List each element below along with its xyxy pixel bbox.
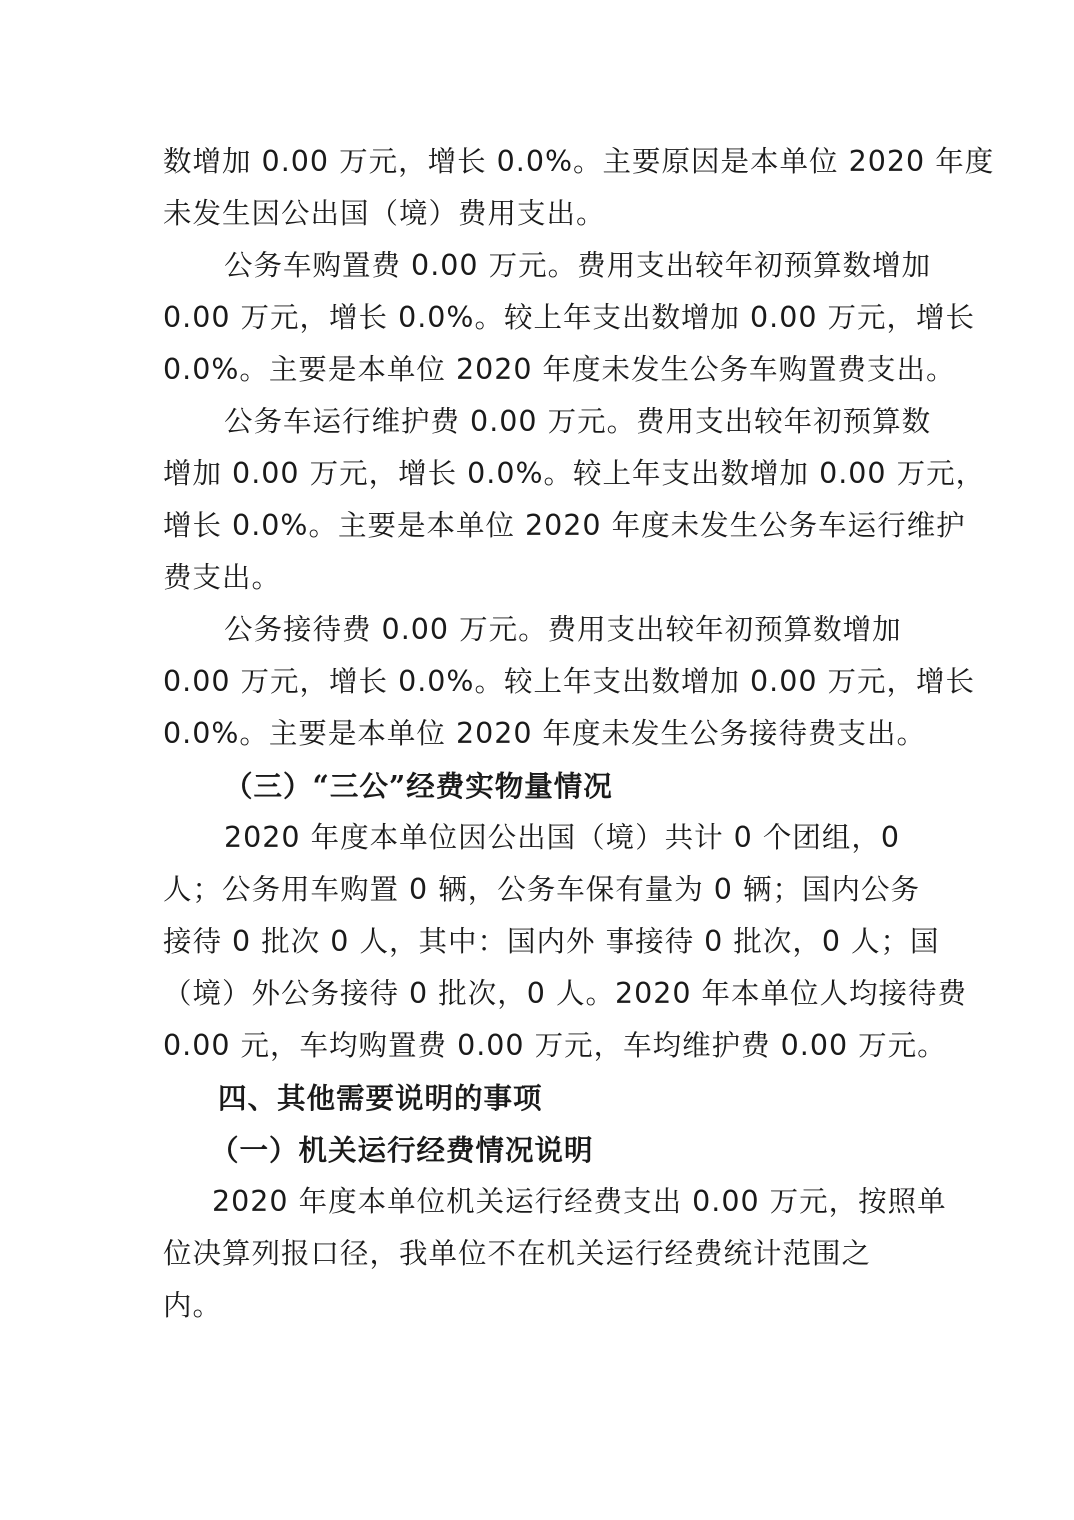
text-line: 公务接待费 0.00 万元。费用支出较年初预算数增加 <box>224 613 902 646</box>
text-line: 接待 0 批次 0 人，其中：国内外 事接待 0 批次，0 人；国 <box>163 925 940 958</box>
text-line: 0.0%。主要是本单位 2020 年度未发生公务接待费支出。 <box>163 717 927 750</box>
section-heading: （三）“三公”经费实物量情况 <box>224 769 613 803</box>
text-line: 0.00 元，车均购置费 0.00 万元，车均维护费 0.00 万元。 <box>163 1029 947 1062</box>
text-line: 0.00 万元，增长 0.0%。较上年支出数增加 0.00 万元，增长 <box>163 665 976 698</box>
text-line: 公务车运行维护费 0.00 万元。费用支出较年初预算数 <box>224 405 932 438</box>
text-line: 数增加 0.00 万元，增长 0.0%。主要原因是本单位 2020 年度 <box>163 145 995 178</box>
subsection-heading: （一）机关运行经费情况说明 <box>210 1133 594 1167</box>
text-line: 位决算列报口径，我单位不在机关运行经费统计范围之 <box>163 1237 872 1270</box>
text-line: 人；公务用车购置 0 辆，公务车保有量为 0 辆；国内公务 <box>163 873 921 906</box>
text-line: 增长 0.0%。主要是本单位 2020 年度未发生公务车运行维护 <box>163 509 966 542</box>
text-line: （境）外公务接待 0 批次，0 人。2020 年本单位人均接待费 <box>163 977 968 1010</box>
text-line: 0.00 万元，增长 0.0%。较上年支出数增加 0.00 万元，增长 <box>163 301 976 334</box>
text-line: 公务车购置费 0.00 万元。费用支出较年初预算数增加 <box>224 249 932 282</box>
section-heading: 四、其他需要说明的事项 <box>218 1081 543 1115</box>
text-line: 增加 0.00 万元，增长 0.0%。较上年支出数增加 0.00 万元， <box>163 457 986 490</box>
text-line: 2020 年度本单位机关运行经费支出 0.00 万元，按照单 <box>212 1185 947 1218</box>
text-line: 内。 <box>163 1289 223 1322</box>
text-line: 0.0%。主要是本单位 2020 年度未发生公务车购置费支出。 <box>163 353 956 386</box>
text-line: 费支出。 <box>163 561 282 594</box>
text-line: 未发生因公出国（境）费用支出。 <box>163 197 606 230</box>
text-line: 2020 年度本单位因公出国（境）共计 0 个团组，0 <box>224 821 900 854</box>
